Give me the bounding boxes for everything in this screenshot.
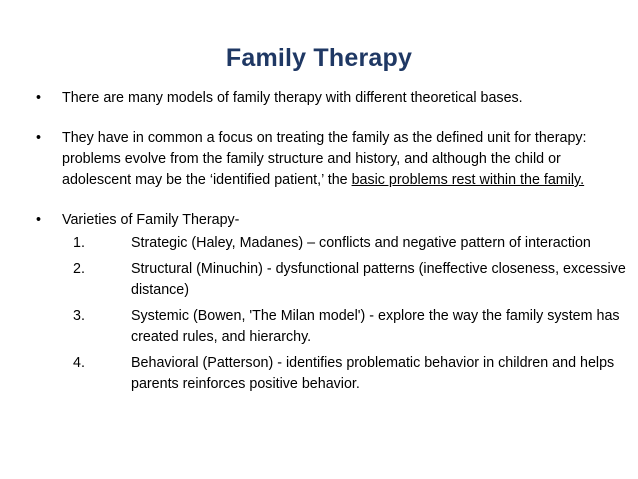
numbered-list [62, 233, 626, 395]
list-item-number: 4. [73, 355, 85, 371]
list-item-number: 1. [73, 235, 85, 251]
list-item-text: Strategic (Haley, Madanes) – conflicts and negative pattern of interaction [131, 235, 591, 251]
list-item-number: 3. [73, 308, 85, 324]
bullet-marker: • [36, 90, 42, 106]
list-item [62, 233, 626, 254]
bullet-item [36, 88, 626, 109]
list-item-text: Behavioral (Patterson) - identifies problematic behavior in children and helps parents reinforces positive behavior. [131, 355, 615, 392]
bullet-text: They have in common a focus on treating the family as the defined unit for therapy: problems evolve from the family structure and history, and although the child or adolescent may be the ‘identified patient,’ the [62, 130, 587, 188]
list-item-text: Systemic (Bowen, 'The Milan model') - explore the way the family system has created rules, and hierarchy. [131, 308, 620, 345]
bullet-marker: • [36, 130, 42, 146]
list-item [62, 259, 626, 301]
slide-title: Family Therapy [225, 44, 413, 72]
bullet-marker: • [36, 212, 42, 228]
slide-content [36, 88, 626, 414]
bullet-underlined-text: basic problems rest within the family. [351, 172, 585, 188]
bullet-item [36, 128, 626, 191]
bullet-text: There are many models of family therapy with different theoretical bases. [62, 90, 523, 106]
list-item-text: Structural (Minuchin) - dysfunctional patterns (ineffective closeness, excessive distance) [131, 261, 626, 298]
list-item [62, 353, 626, 395]
bullet-text: Varieties of Family Therapy- [62, 212, 240, 228]
list-item [62, 306, 626, 348]
list-item-number: 2. [73, 261, 85, 277]
bullet-item [36, 210, 626, 395]
